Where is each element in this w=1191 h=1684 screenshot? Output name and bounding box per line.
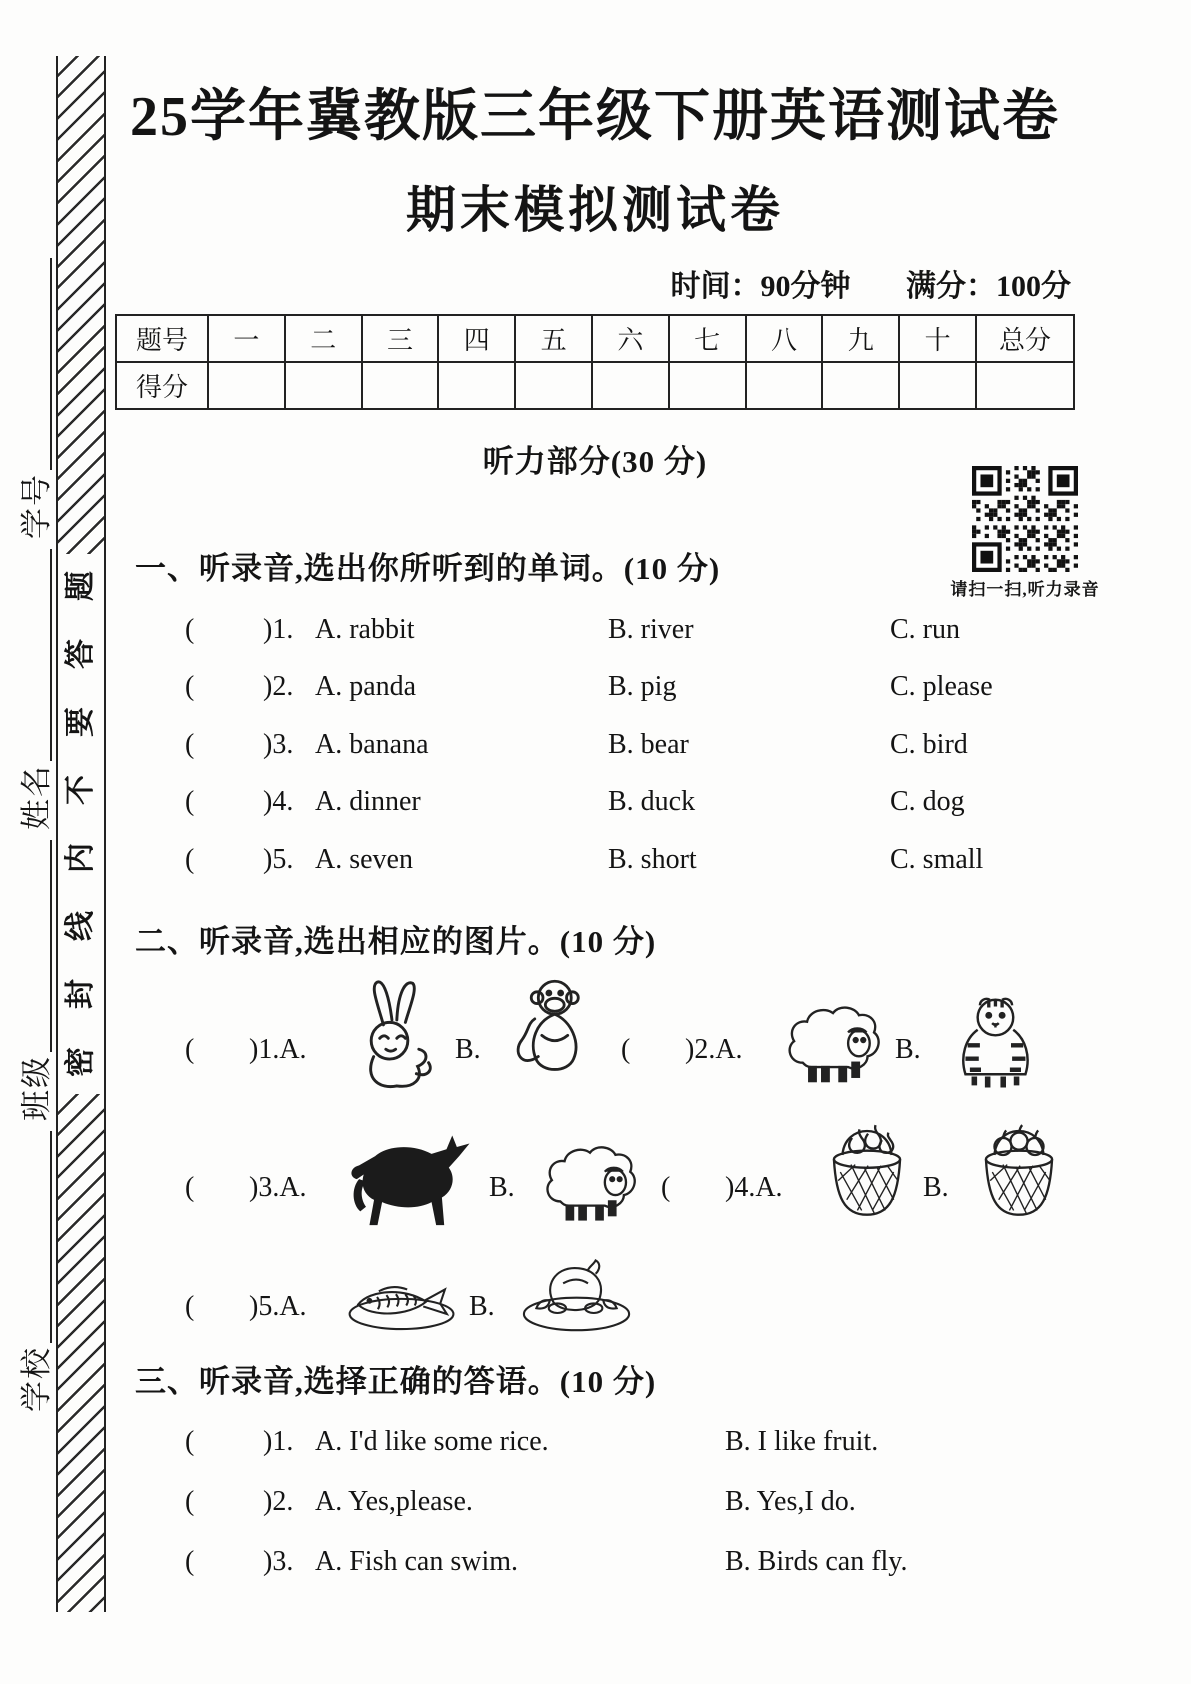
part2-row-1 [185,960,1049,1092]
name-blank [28,549,52,761]
question-row [185,1532,1075,1592]
answer-blank-open: ( [185,613,195,645]
question-row [621,992,1049,1092]
col-header: 三 [362,315,439,362]
score-cell [976,362,1074,409]
col-header: 九 [822,315,899,362]
class-blank [28,840,52,1052]
question-number: )2.A. [685,1034,743,1065]
col-header: 四 [438,315,515,362]
apple-basket-image [971,1112,1067,1230]
score-row-label: 得分 [116,362,208,409]
score-cell [822,362,899,409]
question-number: )3.A. [249,1172,307,1203]
question-number: )1. [263,613,294,645]
horse-image [343,1126,481,1230]
option-b: B. bear [608,728,689,760]
score-cell [208,362,285,409]
col-header: 一 [208,315,285,362]
col-header: 八 [746,315,823,362]
part3-heading: 三、听录音,选择正确的答语。(10 分) [135,1364,657,1399]
qr-code-icon [972,466,1078,572]
seal-char: 答 [64,639,97,669]
chicken-plate-image [517,1247,637,1335]
paper-content [115,0,1100,1684]
answer-blank-open: ( [185,843,195,875]
part3-items [185,1412,1075,1592]
question-row [185,659,1075,717]
option-a: A. Fish can swim. [315,1546,518,1577]
part2-heading: 二、听录音,选出相应的图片。(10 分) [135,924,657,959]
score-table-score-row [116,362,1074,409]
answer-blank-open: ( [185,1486,195,1517]
school-label: 学校 [19,1346,54,1412]
question-number-header: 题号 [116,315,208,362]
score-cell [362,362,439,409]
question-number: )1. [263,1426,294,1457]
part1-heading: 一、听录音,选出你所听到的单词。(10 分) [135,551,721,586]
option-b: B. I like fruit. [725,1426,879,1457]
question-number: )4.A. [725,1172,783,1203]
part2-row-2 [185,1097,1067,1230]
option-b: B. duck [608,786,696,818]
score-cell [438,362,515,409]
student-id-label: 学号 [19,473,54,539]
option-c: C. run [890,613,960,645]
score-cell [899,362,976,409]
score-table [115,314,1075,410]
qr-block [935,466,1115,600]
question-row [185,1412,1075,1472]
question-row [185,1472,1075,1532]
score-cell [669,362,746,409]
answer-blank-open: ( [185,1034,195,1065]
option-b: B. Yes,I do. [725,1486,856,1517]
col-header: 五 [515,315,592,362]
sheep-image [779,1000,887,1092]
score-cell [592,362,669,409]
question-number: )1.A. [249,1034,307,1065]
option-a: A. panda [315,671,417,703]
option-b-label: B. [469,1291,495,1322]
option-c: C. please [890,671,993,703]
full-score: 满分：100分 [906,270,1071,303]
option-a: A. I'd like some rice. [315,1426,549,1457]
option-b: B. short [608,843,697,875]
answer-blank-open: ( [185,786,195,818]
class-label: 班级 [19,1055,54,1121]
option-c: C. small [890,843,984,875]
seal-char: 题 [64,571,97,601]
option-b: B. Birds can fly. [725,1546,908,1577]
question-number: )2. [263,1486,294,1517]
option-b-label: B. [895,1034,921,1065]
student-id-blank [28,258,52,470]
option-a: A. dinner [315,786,421,818]
question-row [185,774,1075,832]
seal-line-strip [56,56,106,1612]
tiger-image [943,992,1049,1092]
seal-char: 封 [64,979,97,1009]
school-blank [28,1131,52,1343]
qr-caption: 请扫一扫,听力录音 [950,580,1100,599]
option-a: A. Yes,please. [315,1486,473,1517]
answer-blank-open: ( [185,1426,195,1457]
exam-meta [671,261,1072,305]
seal-char: 线 [64,911,97,941]
student-info-fields [20,272,56,1412]
question-row [185,601,1075,659]
option-c: C. bird [890,728,968,760]
question-row [185,974,603,1092]
option-a: A. banana [315,728,429,760]
question-row [185,1126,643,1230]
answer-blank-open: ( [185,1291,195,1322]
answer-blank-open: ( [661,1172,671,1203]
seal-line-text [58,554,104,1094]
option-b-label: B. [923,1172,949,1203]
score-cell [285,362,362,409]
pear-basket-image [819,1112,915,1230]
question-number: )5. [263,843,294,875]
monkey-image [503,974,603,1092]
question-number: )5.A. [249,1291,307,1322]
seal-char: 不 [64,775,97,805]
listening-section-title: 听力部分(30 分) [482,444,708,479]
col-header: 六 [592,315,669,362]
question-row [185,716,1075,774]
paper-title: 25学年冀教版三年级下册英语测试卷 [130,86,1060,148]
col-header: 十 [899,315,976,362]
answer-blank-open: ( [621,1034,631,1065]
answer-blank-open: ( [185,671,195,703]
option-a: A. rabbit [315,613,415,645]
score-cell [746,362,823,409]
part1-items [185,601,1075,889]
part2-row-3 [185,1240,637,1335]
score-table-header-row [116,315,1074,362]
hatch-pattern-bottom [58,1094,104,1612]
rabbit-image [343,976,447,1092]
total-score-header: 总分 [976,315,1074,362]
score-cell [515,362,592,409]
seal-char: 要 [64,707,97,737]
fish-plate-image [343,1259,461,1335]
question-number: )3. [263,1546,294,1577]
question-number: )2. [263,671,294,703]
question-row [185,831,1075,889]
answer-blank-open: ( [185,728,195,760]
question-row [661,1112,1067,1230]
option-b: B. river [608,613,694,645]
seal-char: 内 [64,843,97,873]
option-b-label: B. [455,1034,481,1065]
time-limit: 时间：90分钟 [670,270,851,303]
col-header: 二 [285,315,362,362]
sheep-image [537,1140,643,1230]
option-b-label: B. [489,1172,515,1203]
col-header: 七 [669,315,746,362]
option-c: C. dog [890,786,965,818]
question-number: )3. [263,728,294,760]
question-number: )4. [263,786,294,818]
hatch-pattern-top [58,56,104,554]
name-label: 姓名 [19,764,54,830]
option-a: A. seven [315,843,413,875]
option-b: B. pig [608,671,677,703]
seal-char: 密 [64,1047,97,1077]
paper-subtitle: 期末模拟测试卷 [406,182,784,238]
question-row [185,1247,637,1335]
answer-blank-open: ( [185,1546,195,1577]
answer-blank-open: ( [185,1172,195,1203]
